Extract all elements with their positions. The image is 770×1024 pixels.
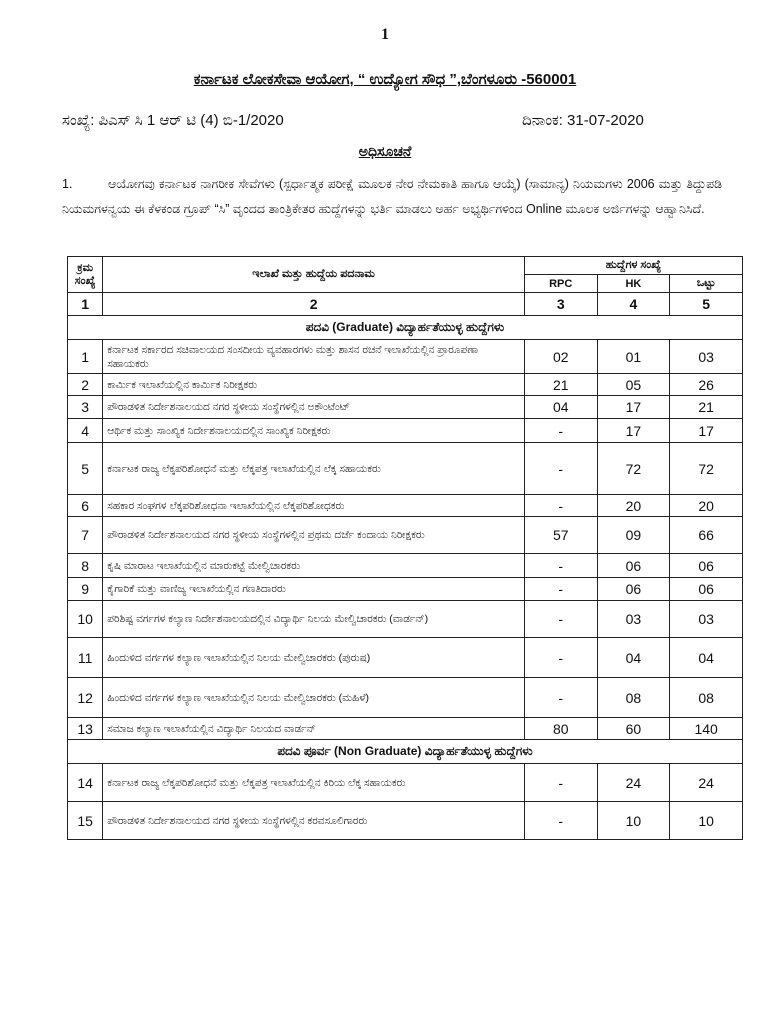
- serial-cell: 12: [68, 678, 103, 718]
- hk-cell: 06: [597, 554, 670, 578]
- post-name-cell: ಕೃಷಿ ಮಾರಾಟ ಇಲಾಖೆಯಲ್ಲಿನ ಮಾರುಕಟ್ಟೆ ಮೇಲ್ವಿಚಾರಕರು: [103, 554, 525, 578]
- post-name-cell: ಕಾರ್ಮಿಕ ಇಲಾಖೆಯಲ್ಲಿನ ಕಾರ್ಮಿಕ ನಿರೀಕ್ಷಕರು: [103, 374, 525, 396]
- notification-title: [0, 143, 770, 160]
- header-total: ಒಟ್ಟು: [670, 275, 743, 293]
- document-heading: [0, 71, 770, 88]
- hk-cell: 06: [597, 578, 670, 601]
- table-row: [68, 802, 743, 840]
- header-row: [68, 257, 743, 275]
- rpc-cell: 21: [524, 374, 597, 396]
- serial-cell: 8: [68, 554, 103, 578]
- rpc-cell: -: [524, 764, 597, 802]
- total-cell: 06: [670, 554, 743, 578]
- serial-cell: 14: [68, 764, 103, 802]
- header-serial: ಕ್ರಮ ಸಂಖ್ಯೆ: [68, 257, 103, 293]
- serial-cell: 9: [68, 578, 103, 601]
- total-cell: 06: [670, 578, 743, 601]
- hk-cell: 72: [597, 443, 670, 495]
- table-row: [68, 578, 743, 601]
- column-number: 3: [524, 293, 597, 316]
- section-title: ಪದವಿ (Graduate) ವಿದ್ಯಾರ್ಹತೆಯುಳ್ಳ ಹುದ್ದೆಗಳು: [68, 316, 743, 340]
- total-cell: 04: [670, 638, 743, 678]
- section-title: ಪದವಿ ಪೂರ್ವ (Non Graduate) ವಿದ್ಯಾರ್ಹತೆಯುಳ್ಳ ಹುದ್ದೆಗಳು: [68, 740, 743, 764]
- table-row: [68, 495, 743, 517]
- rpc-cell: 04: [524, 396, 597, 419]
- column-number: 1: [68, 293, 103, 316]
- table-row: [68, 419, 743, 443]
- header-hk: HK: [597, 275, 670, 293]
- total-cell: 21: [670, 396, 743, 419]
- post-name-cell: ಹಿಂದುಳಿದ ವರ್ಗಗಳ ಕಲ್ಯಾಣ ಇಲಾಖೆಯಲ್ಲಿನ ನಿಲಯ ಮೇಲ್ವಿಚಾರಕರು (ಪುರುಷ): [103, 638, 525, 678]
- hk-cell: 01: [597, 340, 670, 374]
- header-department-post: ಇಲಾಖೆ ಮತ್ತು ಹುದ್ದೆಯ ಪದನಾಮ: [103, 257, 525, 293]
- post-name-cell: ಆರ್ಥಿಕ ಮತ್ತು ಸಾಂಖ್ಯಿಕ ನಿರ್ದೇಶನಾಲಯದಲ್ಲಿನ ಸಾಂಖ್ಯಿಕ ನಿರೀಕ್ಷಕರು: [103, 419, 525, 443]
- post-name-cell: ಪರಿಶಿಷ್ಟ ವರ್ಗಗಳ ಕಲ್ಯಾಣ ನಿರ್ದೇಶನಾಲಯದಲ್ಲಿನ ವಿದ್ಯಾರ್ಥಿ ನಿಲಯ ಮೇಲ್ವಿಚಾರಕರು (ವಾರ್ಡನ್): [103, 601, 525, 638]
- post-name-cell: ಕೈಗಾರಿಕೆ ಮತ್ತು ವಾಣಿಜ್ಯ ಇಲಾಖೆಯಲ್ಲಿನ ಗಣತಿದಾರರು: [103, 578, 525, 601]
- total-cell: 140: [670, 718, 743, 740]
- total-cell: 08: [670, 678, 743, 718]
- heading-text: ಕರ್ನಾಟಕ ಲೋಕಸೇವಾ ಆಯೋಗ, “ ಉದ್ಯೋಗ ಸೌಧ ”,ಬೆಂಗಳೂರು -560001: [193, 71, 577, 88]
- table-row: [68, 601, 743, 638]
- table-row: [68, 764, 743, 802]
- rpc-cell: -: [524, 802, 597, 840]
- total-cell: 03: [670, 601, 743, 638]
- rpc-cell: -: [524, 638, 597, 678]
- section-header-row: [68, 740, 743, 764]
- table-row: [68, 718, 743, 740]
- reference-number: ಸಂಖ್ಯೆ: ಪಿಎಸ್ ಸಿ 1 ಆರ್ ಟಿ (4) ಬಿ-1/2020: [62, 112, 284, 129]
- table-body: [68, 316, 743, 840]
- table-row: [68, 396, 743, 419]
- header-post-count: ಹುದ್ದೆಗಳ ಸಂಖ್ಯೆ: [524, 257, 742, 275]
- total-cell: 20: [670, 495, 743, 517]
- hk-cell: 03: [597, 601, 670, 638]
- rpc-cell: -: [524, 554, 597, 578]
- total-cell: 10: [670, 802, 743, 840]
- hk-cell: 17: [597, 419, 670, 443]
- rpc-cell: -: [524, 601, 597, 638]
- intro-text: ಆಯೋಗವು ಕರ್ನಾಟಕ ನಾಗರೀಕ ಸೇವೆಗಳು (ಸ್ಪರ್ಧಾತ್ಮಕ ಪರೀಕ್ಷೆ ಮೂಲಕ ನೇರ ನೇಮಕಾತಿ ಹಾಗೂ ಆಯ್ಕೆ) (ಸಾಮಾನ್ಯ) ನಿಯಮಗಳು 2006 ಮತ್ತು ತಿದ್ದುಪಡಿ ನಿಯಮಗಳನ್ವಯ ಈ ಕೆಳಕಂಡ ಗ್ರೂಪ್ “ಸಿ” ವೃಂದದ ತಾಂತ್ರಿಕೇತರ ಹುದ್ದೆಗಳನ್ನು ಭರ್ತಿ ಮಾಡಲು ಅರ್ಹ ಅಭ್ಯರ್ಥಿಗಳಿಂದ Online ಮೂಲಕ ಅರ್ಜಿಗಳನ್ನು ಆಹ್ವಾನಿಸಿದೆ.: [62, 177, 722, 216]
- serial-cell: 11: [68, 638, 103, 678]
- post-name-cell: ಕರ್ನಾಟಕ ಸರ್ಕಾರದ ಸಚಿವಾಲಯದ ಸಂಸದೀಯ ವ್ಯವಹಾರಗಳು ಮತ್ತು ಶಾಸನ ರಚನೆ ಇಲಾಖೆಯಲ್ಲಿನ ಪ್ರಾರೂಪಣಾ ಸಹಾಯಕರು: [103, 340, 525, 374]
- serial-cell: 1: [68, 340, 103, 374]
- column-number: 2: [103, 293, 525, 316]
- hk-cell: 20: [597, 495, 670, 517]
- column-number: 5: [670, 293, 743, 316]
- serial-cell: 2: [68, 374, 103, 396]
- serial-cell: 13: [68, 718, 103, 740]
- post-name-cell: ಹಿಂದುಳಿದ ವರ್ಗಗಳ ಕಲ್ಯಾಣ ಇಲಾಖೆಯಲ್ಲಿನ ನಿಲಯ ಮೇಲ್ವಿಚಾರಕರು (ಮಹಿಳೆ): [103, 678, 525, 718]
- post-name-cell: ಸಹಕಾರ ಸಂಘಗಳ ಲೆಕ್ಕಪರಿಶೋಧನಾ ಇಲಾಖೆಯಲ್ಲಿನ ಲೆಕ್ಕಪರಿಶೋಧಕರು: [103, 495, 525, 517]
- rpc-cell: -: [524, 419, 597, 443]
- table-row: [68, 554, 743, 578]
- table-row: [68, 517, 743, 554]
- hk-cell: 04: [597, 638, 670, 678]
- total-cell: 66: [670, 517, 743, 554]
- hk-cell: 09: [597, 517, 670, 554]
- table-row: [68, 638, 743, 678]
- table-row: [68, 443, 743, 495]
- hk-cell: 05: [597, 374, 670, 396]
- rpc-cell: -: [524, 678, 597, 718]
- post-name-cell: ಕರ್ನಾಟಕ ರಾಜ್ಯ ಲೆಕ್ಕಪರಿಶೋಧನೆ ಮತ್ತು ಲೆಕ್ಕಪತ್ರ ಇಲಾಖೆಯಲ್ಲಿನ ಲೆಕ್ಕ ಸಹಾಯಕರು: [103, 443, 525, 495]
- total-cell: 72: [670, 443, 743, 495]
- post-name-cell: ಪೌರಾಡಳಿತ ನಿರ್ದೇಶನಾಲಯದ ನಗರ ಸ್ಥಳೀಯ ಸಂಸ್ಥೆಗಳಲ್ಲಿನ ಕರವಸೂಲಿಗಾರರು: [103, 802, 525, 840]
- posts-table: [67, 256, 743, 840]
- intro-paragraph: [62, 172, 722, 222]
- column-number: 4: [597, 293, 670, 316]
- section-header-row: [68, 316, 743, 340]
- rpc-cell: -: [524, 578, 597, 601]
- hk-cell: 60: [597, 718, 670, 740]
- total-cell: 24: [670, 764, 743, 802]
- table-row: [68, 340, 743, 374]
- hk-cell: 24: [597, 764, 670, 802]
- post-name-cell: ಕರ್ನಾಟಕ ರಾಜ್ಯ ಲೆಕ್ಕಪರಿಶೋಧನೆ ಮತ್ತು ಲೆಕ್ಕಪತ್ರ ಇಲಾಖೆಯಲ್ಲಿನ ಕಿರಿಯ ಲೆಕ್ಕ ಸಹಾಯಕರು: [103, 764, 525, 802]
- hk-cell: 17: [597, 396, 670, 419]
- column-number-row: [68, 293, 743, 316]
- notification-date: ದಿನಾಂಕ: 31-07-2020: [522, 112, 644, 129]
- intro-number: 1.: [62, 177, 73, 191]
- rpc-cell: 02: [524, 340, 597, 374]
- serial-cell: 10: [68, 601, 103, 638]
- rpc-cell: -: [524, 443, 597, 495]
- serial-cell: 4: [68, 419, 103, 443]
- total-cell: 03: [670, 340, 743, 374]
- rpc-cell: 57: [524, 517, 597, 554]
- post-name-cell: ಪೌರಾಡಳಿತ ನಿರ್ದೇಶನಾಲಯದ ನಗರ ಸ್ಥಳೀಯ ಸಂಸ್ಥೆಗಳಲ್ಲಿನ ಅಕೌಂಟೆಂಟ್: [103, 396, 525, 419]
- table-row: [68, 374, 743, 396]
- table-row: [68, 678, 743, 718]
- hk-cell: 08: [597, 678, 670, 718]
- total-cell: 26: [670, 374, 743, 396]
- total-cell: 17: [670, 419, 743, 443]
- notification-title-text: ಅಧಿಸೂಚನೆ: [358, 143, 412, 159]
- rpc-cell: -: [524, 495, 597, 517]
- post-name-cell: ಪೌರಾಡಳಿತ ನಿರ್ದೇಶನಾಲಯದ ನಗರ ಸ್ಥಳೀಯ ಸಂಸ್ಥೆಗಳಲ್ಲಿನ ಪ್ರಥಮ ದರ್ಜೆ ಕಂದಾಯ ನಿರೀಕ್ಷಕರು: [103, 517, 525, 554]
- serial-cell: 3: [68, 396, 103, 419]
- post-name-cell: ಸಮಾಜ ಕಲ್ಯಾಣ ಇಲಾಖೆಯಲ್ಲಿನ ವಿದ್ಯಾರ್ಥಿ ನಿಲಯದ ವಾರ್ಡನ್: [103, 718, 525, 740]
- serial-cell: 7: [68, 517, 103, 554]
- header-rpc: RPC: [524, 275, 597, 293]
- serial-cell: 5: [68, 443, 103, 495]
- serial-cell: 6: [68, 495, 103, 517]
- page-number: 1: [381, 26, 389, 43]
- serial-cell: 15: [68, 802, 103, 840]
- rpc-cell: 80: [524, 718, 597, 740]
- hk-cell: 10: [597, 802, 670, 840]
